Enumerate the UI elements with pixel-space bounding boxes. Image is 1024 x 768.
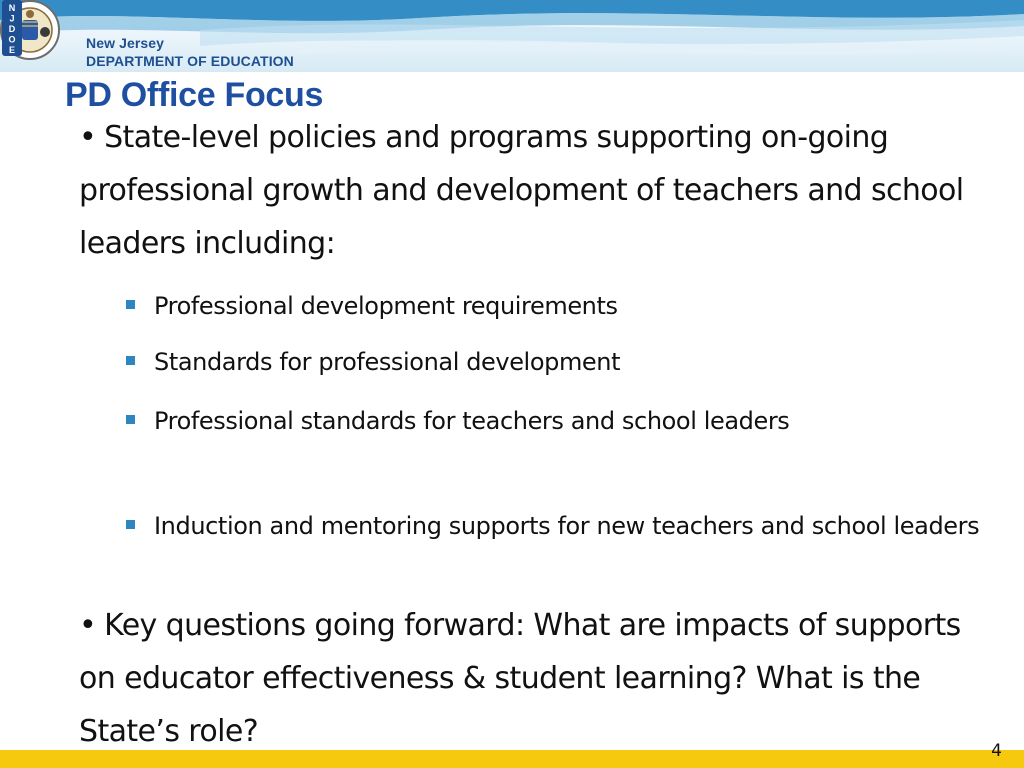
org-name-line2: DEPARTMENT OF EDUCATION [86,53,294,69]
slide-number: 4 [991,741,1002,761]
njdoe-logo-letters [0,0,24,56]
bullet-marker: • [79,120,97,155]
bullet-item-2 [79,599,999,758]
square-bullet-icon [126,520,135,529]
slide-title: PD Office Focus [65,76,324,114]
bullet-text: State-level policies and programs supporting on-going professional growth and development of teachers and school leaders including: [79,120,964,261]
sub-bullet-text: Professional development requirements [154,292,618,320]
logo-letter: E [8,45,16,55]
sub-bullet-text: Standards for professional development [154,348,621,376]
logo-letter: N [8,3,16,13]
square-bullet-icon [126,356,135,365]
square-bullet-icon [126,415,135,424]
header-band [0,0,1024,72]
logo-letter: D [8,24,16,34]
logo-letter: O [8,34,16,45]
org-name-line1: New Jersey [86,35,165,51]
footer-bar [0,750,1024,768]
logo-letter: J [9,13,15,24]
bullet-marker: • [79,608,97,643]
square-bullet-icon [126,300,135,309]
sub-bullet-item [126,505,996,547]
sub-bullet-text: Induction and mentoring supports for new teachers and school leaders [154,512,980,540]
sub-bullet-text: Professional standards for teachers and school leaders [154,407,790,435]
sub-bullet-item [126,400,996,442]
sub-bullet-item [126,341,996,383]
bullet-item-1 [79,111,999,270]
sub-bullet-item [126,285,996,327]
svg-text:NJDOE [8,3,15,55]
bullet-text: Key questions going forward: What are impacts of supports on educator effectiveness & student learning? What is the State’s role? [79,608,961,749]
